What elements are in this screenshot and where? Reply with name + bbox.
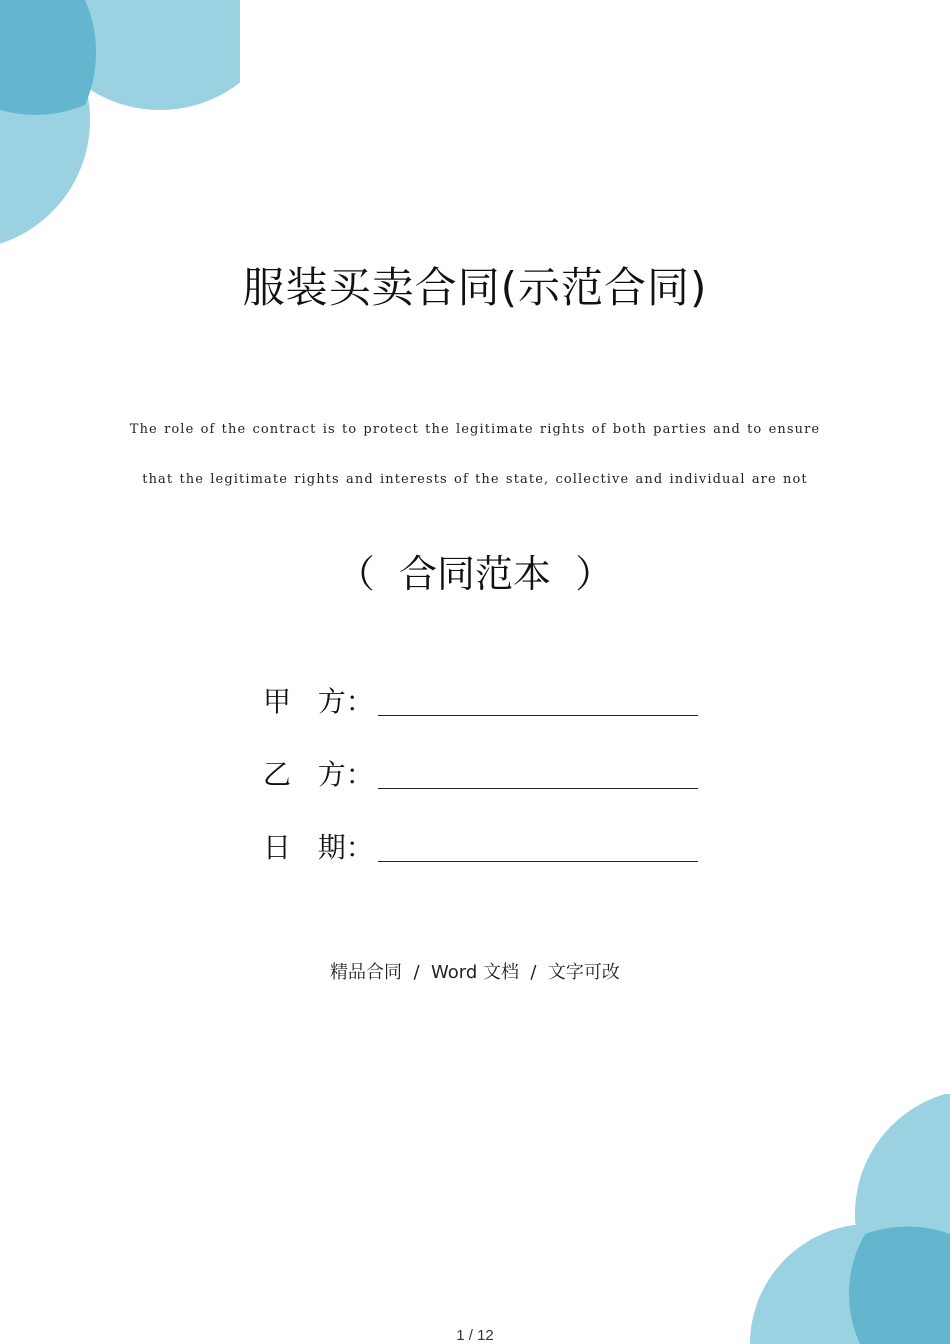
party-b-label: 乙 方： xyxy=(263,758,374,791)
corner-decoration-bottom-right xyxy=(720,1094,950,1344)
subtitle-line-2: that the legitimate rights and interests of the state, collective and individual are not xyxy=(142,472,808,487)
date-label: 日 期： xyxy=(263,831,374,864)
party-a-label: 甲 方： xyxy=(263,685,374,718)
party-a-row xyxy=(263,680,698,720)
footer-tags: 精品合同 / Word 文档 / 文字可改 xyxy=(330,962,620,983)
corner-decoration-top-left xyxy=(0,0,240,250)
party-b-blank-line xyxy=(378,788,698,789)
party-b-row xyxy=(263,753,698,793)
template-label: （ 合同范本 ） xyxy=(336,552,614,596)
subtitle-line-1: The role of the contract is to protect the legitimate rights of both parties and to ensure xyxy=(129,422,821,437)
document-title: 服装买卖合同(示范合同) xyxy=(242,263,708,312)
date-row xyxy=(263,826,698,866)
page-indicator: 1 / 12 xyxy=(456,1327,494,1344)
party-a-blank-line xyxy=(378,715,698,716)
date-blank-line xyxy=(378,861,698,862)
